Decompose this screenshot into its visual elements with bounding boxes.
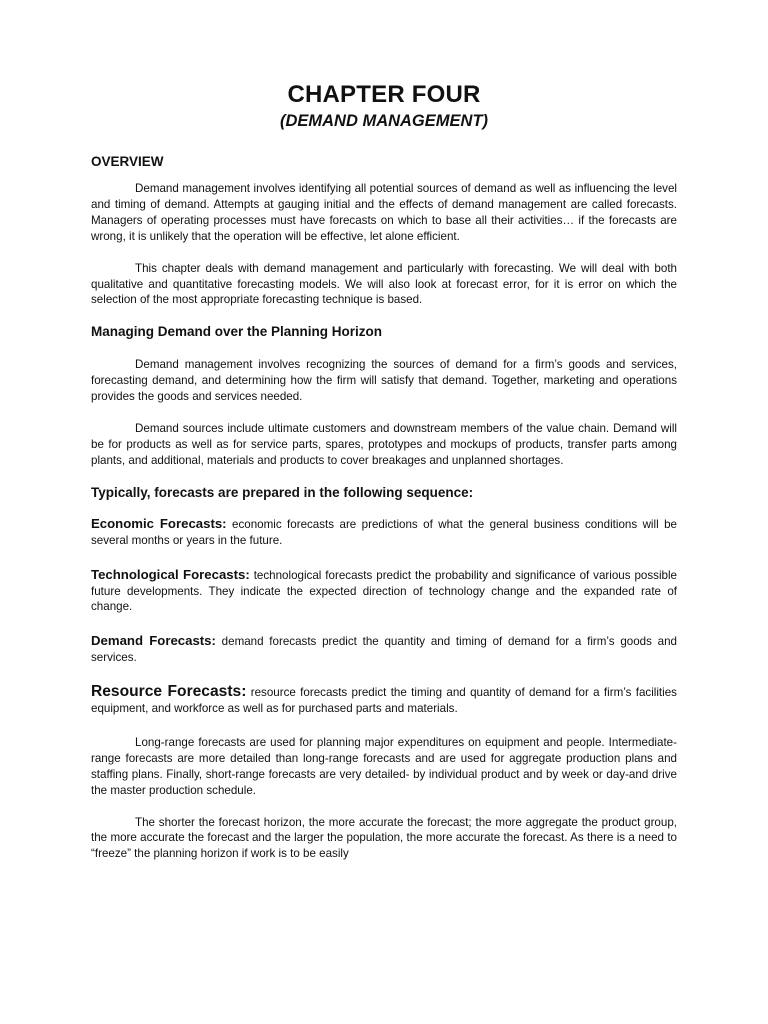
- technological-forecasts-definition: [91, 567, 677, 616]
- resource-forecasts-definition: [91, 684, 677, 717]
- forecast-sequence-heading: Typically, forecasts are prepared in the following sequence:: [91, 484, 474, 500]
- forecast-horizon-paragraph: The shorter the forecast horizon, the more accurate the forecast; the more aggregate the product group, the more accurate the forecast and the larger the population, the more accurate the forecast. As there is a need to “freeze” the planning horizon if work is to be easily: [91, 815, 677, 861]
- forecast-range-paragraph: Long-range forecasts are used for planning major expenditures on equipment and people. Intermediate-range forecasts are more detailed than long-range forecasts and are used for aggregate production plans and staffing plans. Finally, short-range forecasts are very detailed- by individual product and by week or day-and drive the master production schedule.: [91, 735, 677, 797]
- definition-term: Technological Forecasts:: [91, 566, 250, 582]
- economic-forecasts-definition: [91, 516, 677, 549]
- planning-horizon-heading: Managing Demand over the Planning Horizon: [91, 324, 383, 340]
- planning-paragraph-2: Demand sources include ultimate customers and downstream members of the value chain. Demand will be for products as well as for service parts, spares, prototypes and mockups of products, transfer parts among plants, and additional, materials and products to cover breakages and unplanned shortages.: [91, 422, 677, 467]
- overview-paragraph-2: This chapter deals with demand management and particularly with forecasting. We will deal with both qualitative and quantitative forecasting models. We will also look at forecast error, for it is error on which the selection of the most appropriate forecasting technique is based.: [91, 261, 677, 307]
- planning-paragraph-1: Demand management involves recognizing the sources of demand for a firm’s goods and services, forecasting demand, and determining how the firm will satisfy that demand. Together, marketing and operations provides the goods and services needed.: [91, 358, 677, 404]
- document-body: [91, 154, 677, 862]
- definition-text: demand forecasts predict the quantity and timing of demand for a firm’s goods and services.: [91, 635, 677, 665]
- definition-text: resource forecasts predict the timing and quantity of demand for a firm’s facilities equipment, and workforce as well as for purchased parts and materials.: [91, 686, 677, 716]
- overview-heading: OVERVIEW: [91, 154, 164, 169]
- chapter-title: CHAPTER FOUR: [287, 81, 481, 108]
- overview-paragraph-1: Demand management involves identifying all potential sources of demand as well as influencing the level and timing of demand. Attempts at gauging initial and the effects of demand management are called forecasts. Managers of operating processes must have forecasts on which to base all their activities… if the forecasts are wrong, it is unlikely that the operation will be effective, let alone efficient.: [91, 182, 677, 243]
- definition-term: Economic Forecasts:: [91, 515, 227, 531]
- definition-text: economic forecasts are predictions of what the general business conditions will be several months or years in the future.: [91, 517, 677, 547]
- chapter-subtitle: (DEMAND MANAGEMENT): [279, 112, 489, 130]
- definition-term: Demand Forecasts:: [91, 633, 216, 649]
- demand-forecasts-definition: [91, 633, 677, 666]
- definition-text: technological forecasts predict the probability and significance of various possible future developments. They indicate the expected direction of technology change and the expanded rate of change.: [91, 568, 677, 614]
- definition-term: Resource Forecasts:: [91, 683, 247, 701]
